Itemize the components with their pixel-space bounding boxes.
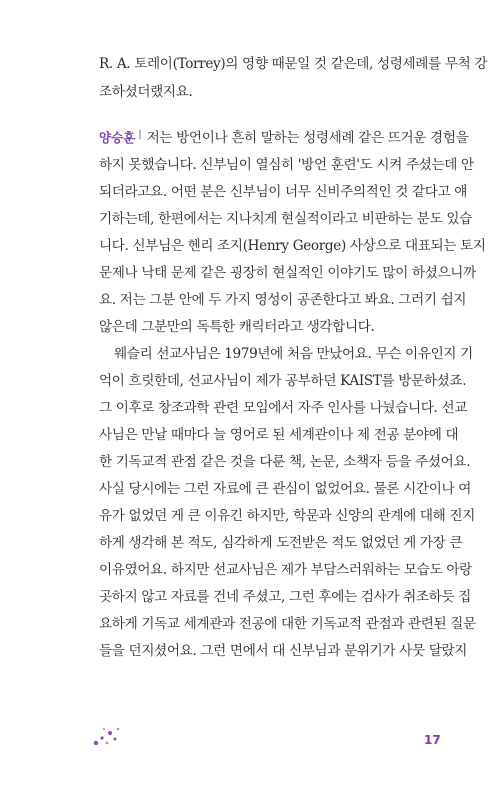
text-line: 곳하지 않고 자료를 건네 주셨고, 그런 후에는 검사가 취조하듯 집	[99, 589, 472, 605]
text-line: 사실 당시에는 그런 자료에 큰 관심이 없었어요. 물론 시간이나 여	[99, 481, 472, 497]
text-line: 않은데 그분만의 독특한 캐릭터라고 생각합니다.	[99, 319, 375, 335]
text-line: R. A. 토레이(Torrey)의 영향 때문일 것 같은데, 성령세례를 무척 강	[99, 56, 488, 72]
text-line: 억이 흐릿한데, 선교사님이 제가 공부하던 KAIST를 방문하셨죠.	[99, 373, 467, 389]
text-line: 들을 던지셨어요. 그런 면에서 대 신부님과 분위기가 사뭇 달랐지	[99, 643, 468, 659]
page-number: 17	[424, 733, 441, 747]
dots-ornament-icon	[92, 724, 122, 748]
text-line: 니다. 신부님은 헨리 조지(Henry George) 사상으로 대표되는 토지	[99, 238, 486, 254]
text-line: 되더라고요. 어떤 분은 신부님이 너무 신비주의적인 것 같다고 얘	[99, 184, 468, 200]
text-line: 기하는데, 한편에서는 지나치게 현실적이라고 비판하는 분도 있습	[99, 211, 472, 227]
text-line: 이유였어요. 하지만 선교사님은 제가 부담스러워하는 모습도 아랑	[99, 562, 472, 578]
text-line: 조하셨더랬지요.	[99, 84, 193, 100]
text-line: 요. 저는 그분 안에 두 가지 영성이 공존한다고 봐요. 그러기 쉽지	[99, 292, 467, 308]
text-line: 유가 없었던 게 큰 이유긴 하지만, 학문과 신앙의 관계에 대해 진지	[99, 508, 476, 524]
text-line: 저는 방언이나 흔히 말하는 성령세례 같은 뜨거운 경험을	[146, 130, 469, 146]
text-line: 하게 생각해 본 적도, 심각하게 도전받은 적도 없었던 게 가장 큰	[99, 535, 463, 551]
speaker-mark: |	[138, 129, 142, 140]
text-line: 그 이후로 창조과학 관련 모임에서 자주 인사를 나눴습니다. 선교	[99, 400, 468, 416]
speaker-paragraph-first-line	[99, 128, 469, 150]
text-line: 한 기독교적 관점 같은 것을 다룬 책, 논문, 소책자 등을 주셨어요.	[99, 454, 471, 470]
text-line: 사님은 만날 때마다 늘 영어로 된 세계관이나 제 전공 분야에 대	[99, 427, 459, 443]
text-line: 요하게 기독교 세계관과 전공에 대한 기독교적 관점과 관련된 질문	[99, 616, 476, 632]
text-line: 웨슬리 선교사님은 1979년에 처음 만났어요. 무슨 이유인지 기	[114, 346, 473, 362]
speaker-name: 양승훈	[99, 130, 136, 145]
text-line: 문제나 낙태 문제 같은 굉장히 현실적인 이야기도 많이 하셨으니까	[99, 265, 476, 281]
text-line: 하지 못했습니다. 신부님이 열심히 '방언 훈련'도 시켜 주셨는데 안	[99, 157, 474, 173]
